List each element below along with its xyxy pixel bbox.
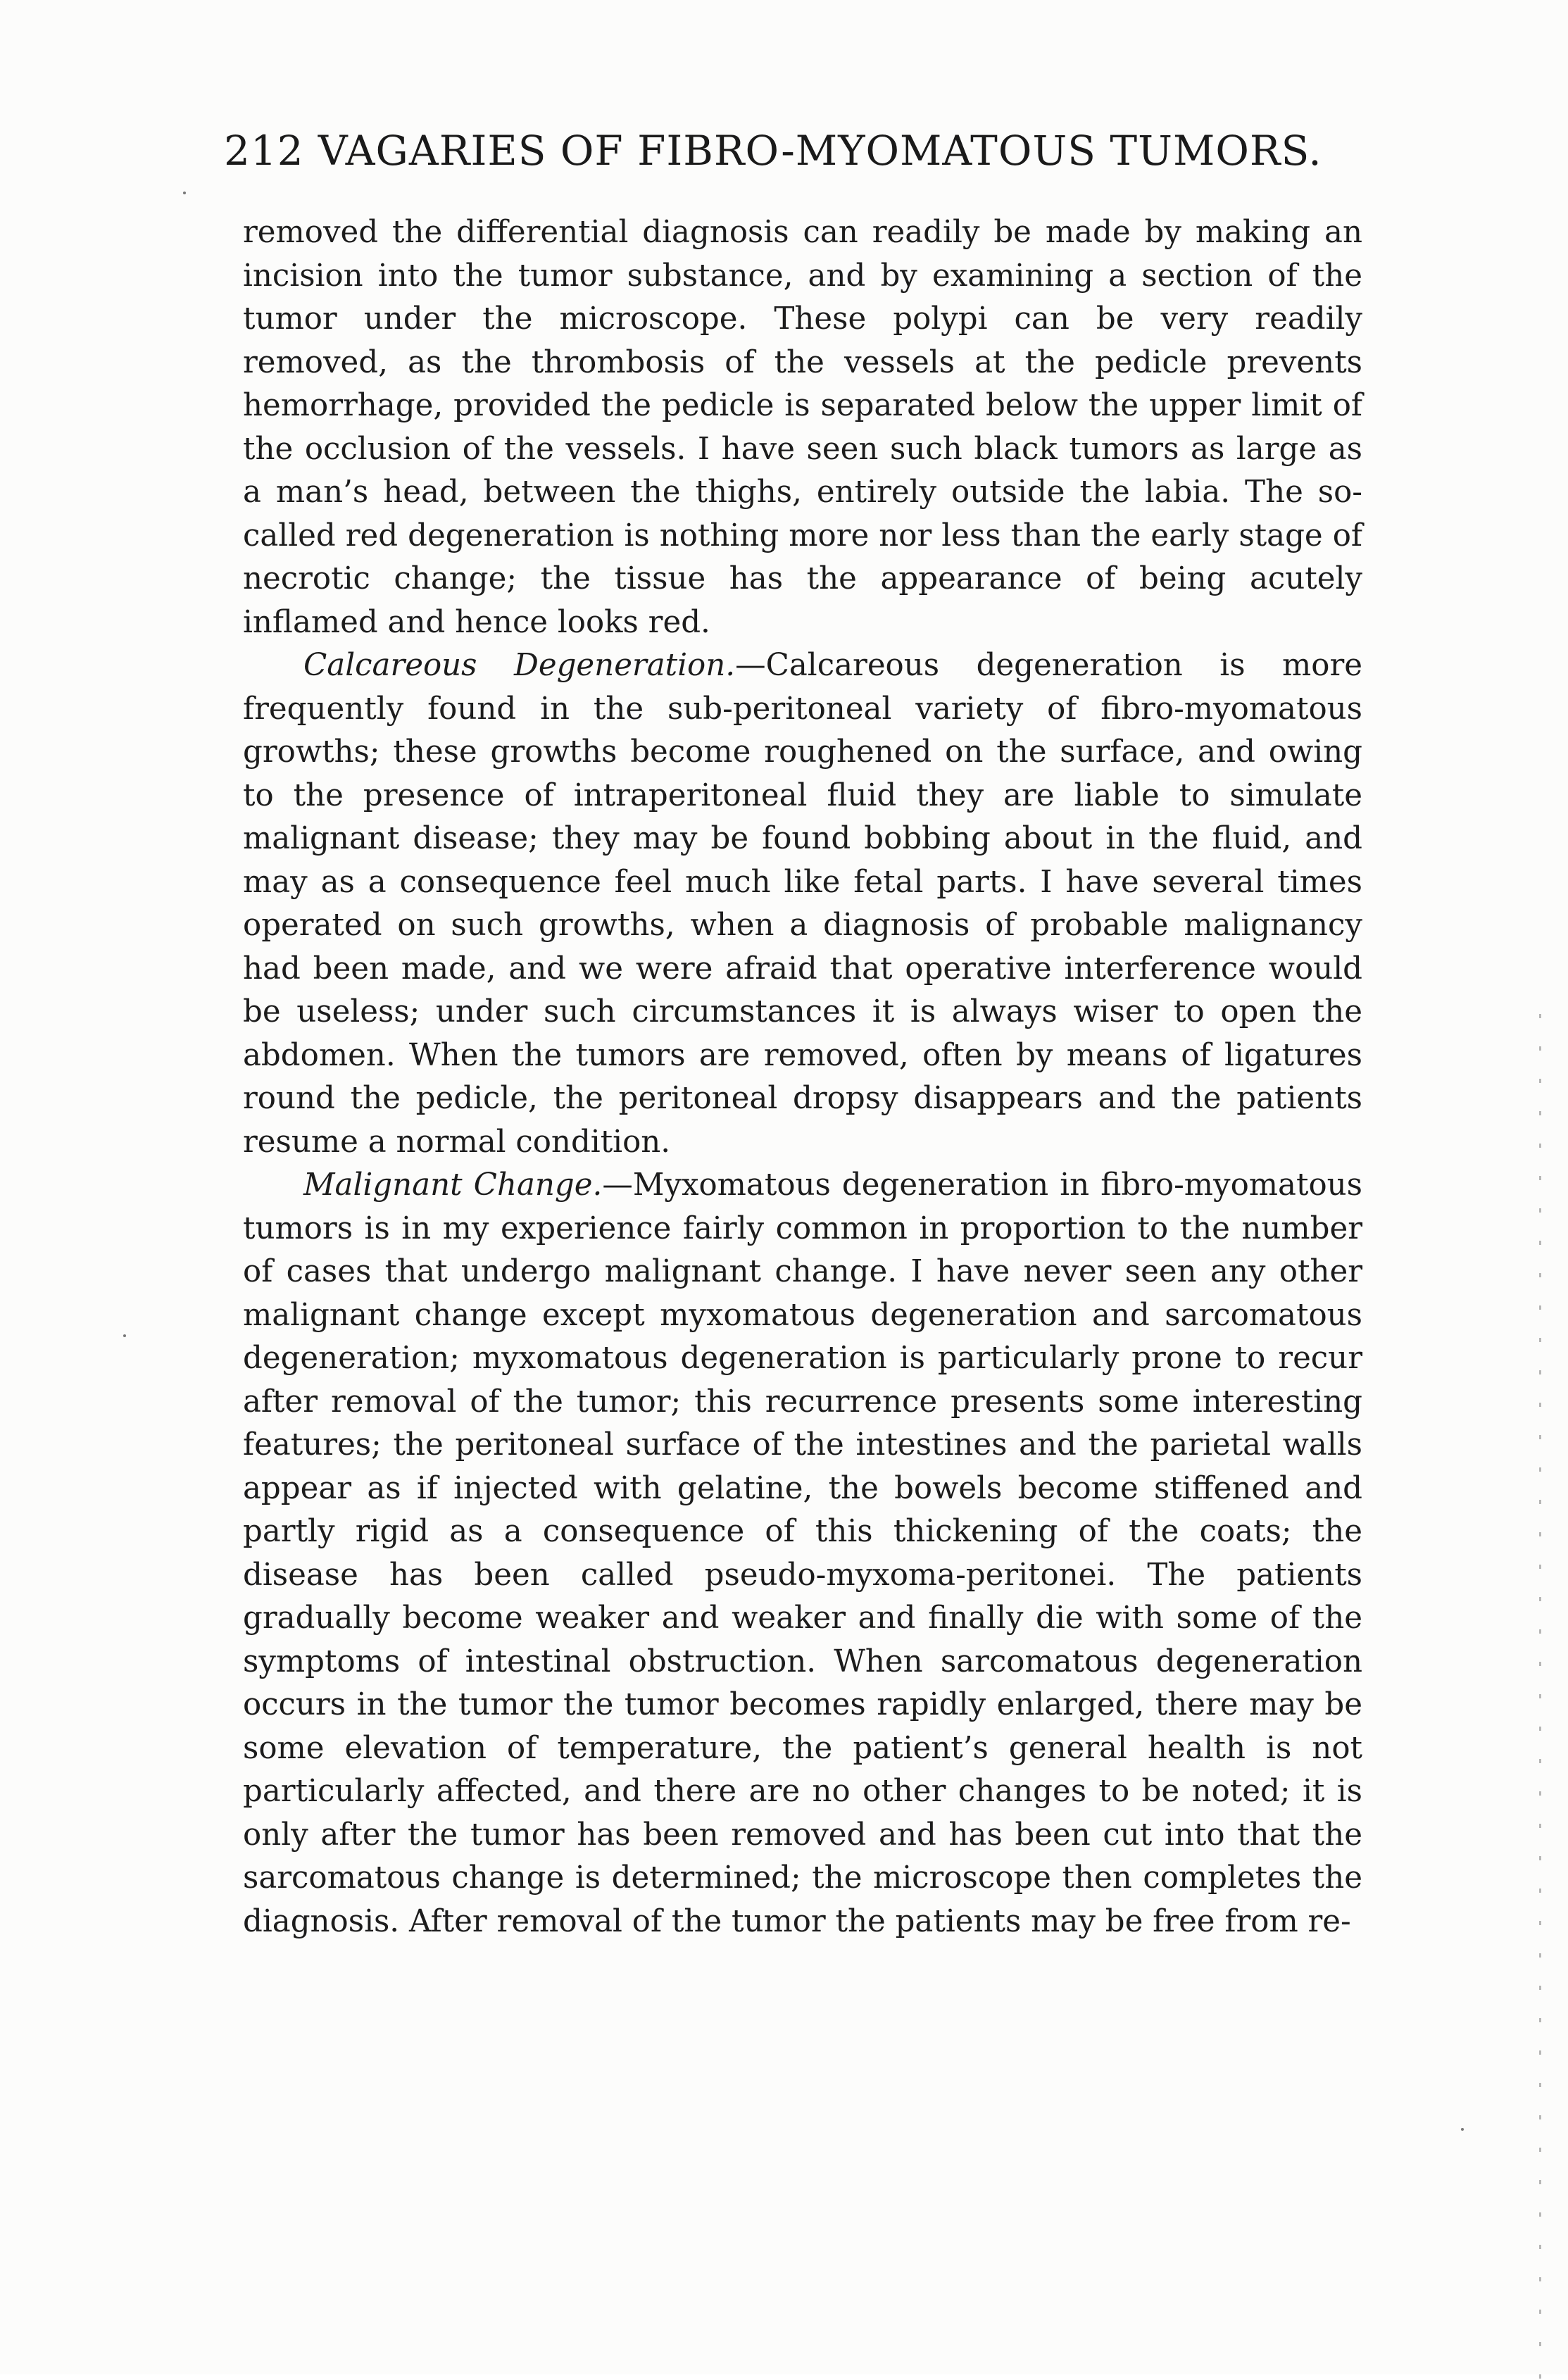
paragraph-malignant-change [243,1164,1362,1943]
page-number: 212 [224,127,304,175]
body-text [243,211,1362,1943]
scan-edge-artifact [1539,1014,1541,2380]
scan-speck [1461,2128,1464,2131]
running-header [224,127,1365,175]
section-heading-calcareous: Calcareous Degeneration. [303,648,736,683]
scan-speck [123,1334,126,1337]
paragraph-calcareous-degeneration [243,644,1362,1164]
running-title: VAGARIES OF FIBRO-MYOMATOUS TUMORS. [318,127,1322,175]
paragraph-text: —Myxomatous degeneration in fibro-myomatous tumors is in my experience fairly common in proportion to the number of cases that undergo malignant change. I have never seen any other malignant change except myxomatous degeneration and sarcomatous degeneration; myxomatous degeneration is particularly prone to recur after removal of the tumor; this recurrence presents some interesting features; the peritoneal surface of the intestines and the parietal walls appear as if injected with gelatine, the bowels become stiffened and partly rigid as a consequence of this thickening of the coats; the disease has been called pseudo-myxoma-peritonei. The patients gradually become weaker and weaker and finally die with some of the symptoms of intestinal obstruction. When sarcomatous degeneration occurs in the tumor the tumor becomes rapidly enlarged, there may be some elevation of temperature, the patient’s general health is not particularly affected, and there are no other changes to be noted; it is only after the tumor has been removed and has been cut into that the sarcomatous change is determined; the microscope then completes the diagnosis. After removal of the tumor the patients may be free from re- [243,1167,1362,1939]
section-heading-malignant: Malignant Change. [303,1167,603,1203]
scan-speck [183,192,186,194]
paragraph-continuation [243,211,1362,644]
paragraph-text: removed the differential diagnosis can readily be made by making an incision into the tumor substance, and by examining a section of the tumor under the microscope. These polypi can be very readily removed, as the thrombosis of the vessels at the pedicle prevents hemorrhage, provided the pedicle is separated below the upper limit of the occlusion of the vessels. I have seen such black tumors as large as a man’s head, between the thighs, entirely outside the labia. The so-called red degeneration is nothing more nor less than the early stage of necrotic change; the tissue has the appearance of being acutely inflamed and hence looks red. [243,215,1362,640]
paragraph-text: —Calcareous degeneration is more frequently found in the sub-peritoneal variety of fibro-myomatous growths; these growths become roughened on the surface, and owing to the presence of intraperitoneal fluid they are liable to simulate malignant disease; they may be found bobbing about in the fluid, and may as a consequence feel much like fetal parts. I have several times operated on such growths, when a diagnosis of probable malignancy had been made, and we were afraid that operative interference would be useless; under such circumstances it is always wiser to open the abdomen. When the tumors are removed, often by means of ligatures round the pedicle, the peritoneal dropsy disappears and the patients resume a normal condition. [243,648,1362,1160]
